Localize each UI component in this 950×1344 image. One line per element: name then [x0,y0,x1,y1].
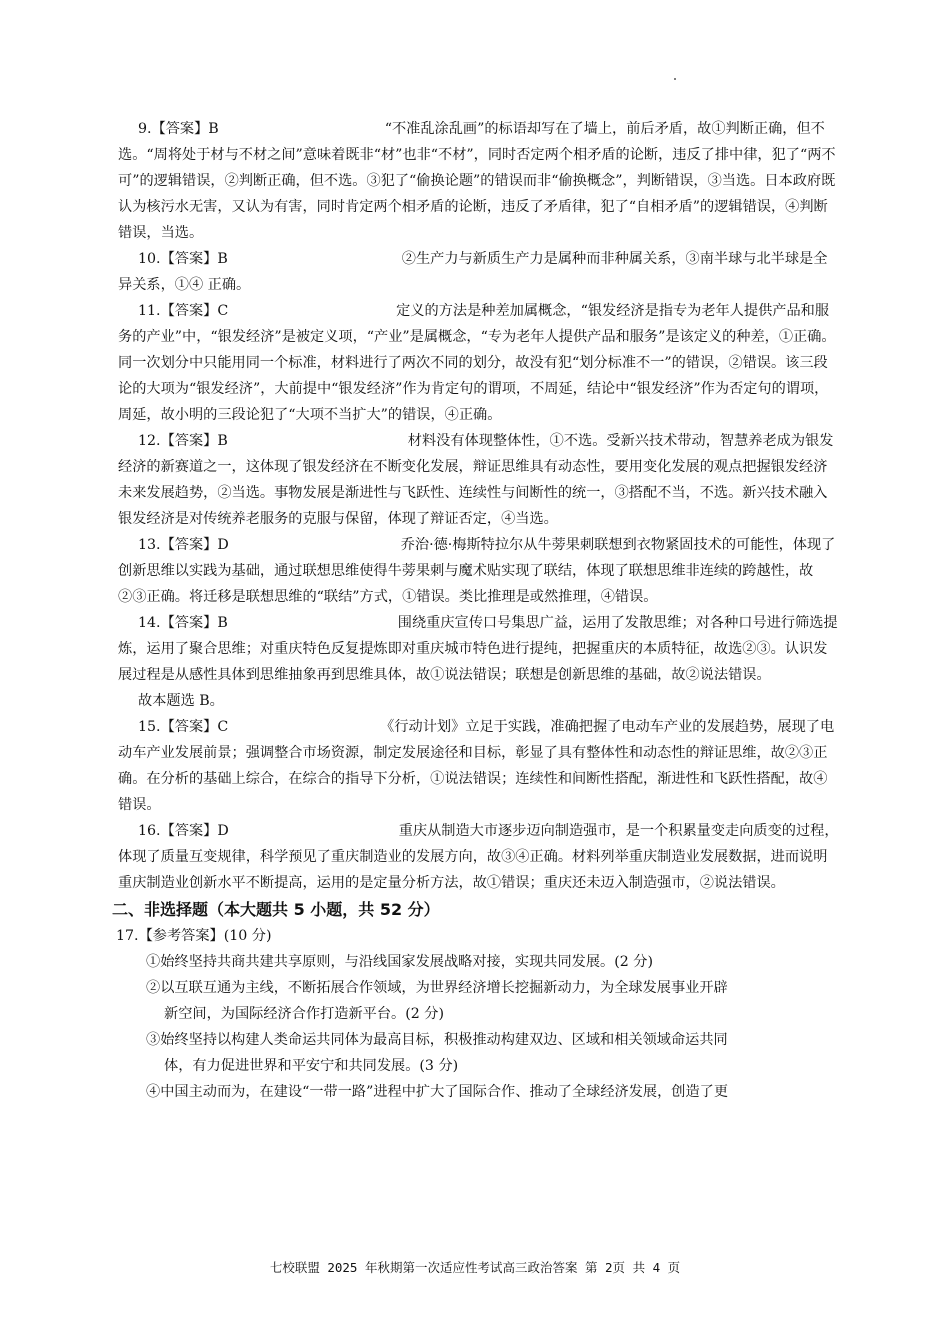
scan-speck [674,78,676,80]
answer-point-text: ①始终坚持共商共建共享原则，与沿线国家发展战略对接，实现共同发展。(2 分) [146,954,653,970]
question-12 [118,428,840,532]
answer-point-text: ④中国主动而为，在建设“一带一路”进程中扩大了国际合作、推动了全球经济发展，创造了更 [146,1084,729,1100]
answer-label: 15.【答案】C [138,719,229,735]
explanation: 《行动计划》立足于实践，准确把握了电动车产业的发展趋势，展现了电动车产业发展前景；强调整合市场资源，制定发展途径和目标，彰显了具有整体性和动态性的辩证思维，故②③正确。在分析的基础上综合，在综合的指导下分析，①说法错误；连续性和间断性搭配，渐进性和飞跃性搭配，故④错误。 [118,719,835,813]
answer-point-text: ③始终坚持以构建人类命运共同体为最高目标，积极推动构建双边、区域和相关领域命运共同 [146,1032,728,1048]
question-16 [118,818,840,896]
page-footer: 七校联盟 2025 年秋期第一次适应性考试高三政治答案 第 2页 共 4 页 [269,1260,681,1275]
question-9 [118,116,840,246]
explanation: 定义的方法是种差加属概念，“银发经济是指专为老年人提供产品和服务的产业”中，“银发经济”是被定义项，“产业”是属概念，“专为老年人提供产品和服务”是该定义的种差，①正确。同一次划分中只能用同一个标准，材料进行了两次不同的划分，故没有犯“划分标准不一”的错误，②错误。该三段论的大项为“银发经济”，大前提中“银发经济”作为肯定句的谓项，不周延，结论中“银发经济”作为否定句的谓项，周延，故小明的三段论犯了“大项不当扩大”的错误，④正确。 [118,303,836,423]
explanation: ②生产力与新质生产力是属种而非种属关系，③南半球与北半球是全异关系，①④ 正确。 [118,251,828,293]
answer-point-1 [118,949,840,975]
answer-point-continuation: 体，有力促进世界和平安宁和共同发展。(3 分) [164,1058,459,1074]
question-14 [118,610,840,688]
question-14-conclusion: 故本题选 B。 [138,693,224,709]
question-15 [118,714,840,818]
answer-label: 10.【答案】B [138,251,228,267]
section-heading-non-choice: 二、非选择题（本大题共 5 小题，共 52 分） [112,900,440,919]
answer-content [112,116,840,1105]
answer-point-3 [118,1027,840,1079]
answer-point-text: ②以互联互通为主线，不断拓展合作领域，为世界经济增长挖掘新动力，为全球发展事业开辟 [146,980,728,996]
question-17-label: 17.【参考答案】(10 分) [116,928,272,944]
question-13 [118,532,840,610]
answer-point-4 [118,1079,840,1105]
answer-label: 14.【答案】B [138,615,228,631]
explanation: 重庆从制造大市逐步迈向制造强市，是一个积累量变走向质变的过程，体现了质量互变规律，科学预见了重庆制造业的发展方向，故③④正确。材料列举重庆制造业发展数据，进而说明重庆制造业创新水平不断提高，运用的是定量分析方法，故①错误；重庆还未迈入制造强市，②说法错误。 [118,823,839,891]
answer-label: 9.【答案】B [138,121,219,137]
explanation: 材料没有体现整体性，①不选。受新兴技术带动，智慧养老成为银发经济的新赛道之一，这体现了银发经济在不断变化发展，辩证思维具有动态性，要用变化发展的观点把握银发经济未来发展趋势，②当选。事物发展是渐进性与飞跃性、连续性与间断性的统一，③搭配不当，不选。新兴技术融入银发经济是对传统养老服务的克服与保留，体现了辩证否定，④当选。 [118,433,834,527]
explanation: 乔治·德·梅斯特拉尔从牛蒡果刺联想到衣物紧固技术的可能性，体现了创新思维以实践为基础，通过联想思维使得牛蒡果刺与魔术贴实现了联结，体现了联想思维非连续的跨越性，故②③正确。将迁移是联想思维的“联结”方式，①错误。类比推理是或然推理，④错误。 [118,537,836,605]
answer-label: 11.【答案】C [138,303,229,319]
answer-label: 12.【答案】B [138,433,228,449]
explanation: 围绕重庆宣传口号集思广益，运用了发散思维；对各种口号进行筛选提炼，运用了聚合思维；对重庆特色反复提炼即对重庆城市特色进行提纯，把握重庆的本质特征，故选②③。认识发展过程是从感性具体到思维抽象再到思维具体，故①说法错误；联想是创新思维的基础，故②说法错误。 [118,615,838,683]
answer-point-2 [118,975,840,1027]
question-10 [118,246,840,298]
answer-label: 13.【答案】D [138,537,229,553]
question-11 [118,298,840,428]
answer-label: 16.【答案】D [138,823,229,839]
answer-point-continuation: 新空间，为国际经济合作打造新平台。(2 分) [164,1006,444,1022]
explanation: “不准乱涂乱画”的标语却写在了墙上，前后矛盾，故①判断正确，但不选。“周将处于材与不材之间”意味着既非“材”也非“不材”，同时否定两个相矛盾的论断，违反了排中律，犯了“两不可”的逻辑错误，②判断正确，但不选。③犯了“偷换论题”的错误而非“偷换概念”，判断错误，③当选。日本政府既认为核污水无害，又认为有害，同时肯定两个相矛盾的论断，违反了矛盾律，犯了“自相矛盾”的逻辑错误，④判断错误，当选。 [118,121,836,241]
